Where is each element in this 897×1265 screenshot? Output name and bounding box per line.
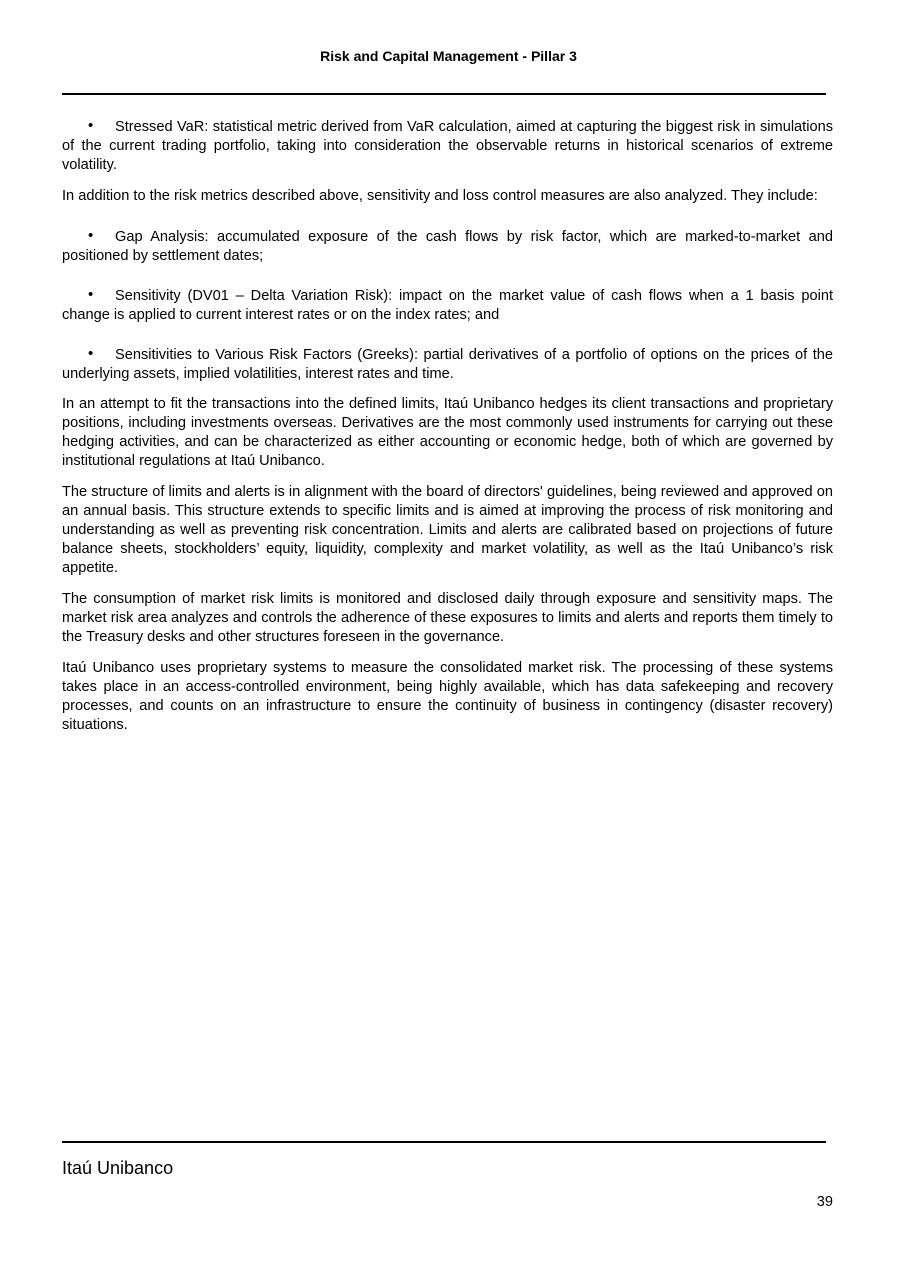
bullet-sensitivity-dv01 bbox=[62, 285, 833, 325]
paragraph-limits-consumption: The consumption of market risk limits is monitored and disclosed daily through exposure and sensitivity maps. The market risk area analyzes and controls the adherence of these exposures to limits and alerts and reports them timely to the Treasury desks and other structures foreseen in the governance. bbox=[62, 591, 833, 645]
footer-divider bbox=[62, 1141, 826, 1143]
page-number: 39 bbox=[816, 1194, 833, 1210]
page-header-title: Risk and Capital Management - Pillar 3 bbox=[320, 48, 577, 64]
paragraph-proprietary-systems: Itaú Unibanco uses proprietary systems to measure the consolidated market risk. The processing of these systems takes place in an access-controlled environment, being highly available, which has data safekeeping and recovery processes, and counts on an infrastructure to ensure the continuity of business in contingency (disaster recovery) situations. bbox=[62, 660, 833, 733]
header-divider bbox=[62, 93, 826, 95]
paragraph-intro: In addition to the risk metrics described above, sensitivity and loss control measures are also analyzed. They include: bbox=[62, 188, 818, 204]
bullet-icon: • bbox=[88, 345, 94, 362]
footer-company-name: Itaú Unibanco bbox=[62, 1158, 174, 1178]
bullet-icon: • bbox=[88, 117, 94, 134]
bullet-greeks bbox=[62, 344, 833, 384]
bullet-text: Sensitivities to Various Risk Factors (Greeks): partial derivatives of a portfolio of options on the prices of the underlying assets, implied volatilities, interest rates and time. bbox=[62, 347, 833, 382]
bullet-gap-analysis bbox=[62, 226, 833, 266]
bullet-icon: • bbox=[88, 286, 94, 303]
bullet-text: Sensitivity (DV01 – Delta Variation Risk): impact on the market value of cash flows when a 1 basis point change is applied to current interest rates or on the index rates; and bbox=[62, 288, 833, 323]
bullet-text: Stressed VaR: statistical metric derived from VaR calculation, aimed at capturing the biggest risk in simulations of the current trading portfolio, taking into consideration the observable returns in historical scenarios of extreme volatility. bbox=[62, 119, 833, 173]
bullet-icon: • bbox=[88, 227, 94, 244]
bullet-stressed-var bbox=[62, 116, 833, 175]
document-body bbox=[62, 116, 833, 747]
bullet-text: Gap Analysis: accumulated exposure of the cash flows by risk factor, which are marked-to-market and positioned by settlement dates; bbox=[62, 229, 833, 264]
paragraph-limits-structure: The structure of limits and alerts is in alignment with the board of directors' guidelines, being reviewed and approved on an annual basis. This structure extends to specific limits and is aimed at improving the process of risk monitoring and understanding as well as preventing risk concentration. Limits and alerts are calibrated based on projections of future balance sheets, stockholders’ equity, liquidity, complexity and market volatility, as well as the Itaú Unibanco’s risk appetite. bbox=[62, 484, 833, 576]
paragraph-hedging: In an attempt to fit the transactions into the defined limits, Itaú Unibanco hedges its client transactions and proprietary positions, including investments overseas. Derivatives are the most commonly used instruments for carrying out these hedging activities, and can be characterized as either accounting or economic hedge, both of which are governed by institutional regulations at Itaú Unibanco. bbox=[62, 396, 833, 469]
